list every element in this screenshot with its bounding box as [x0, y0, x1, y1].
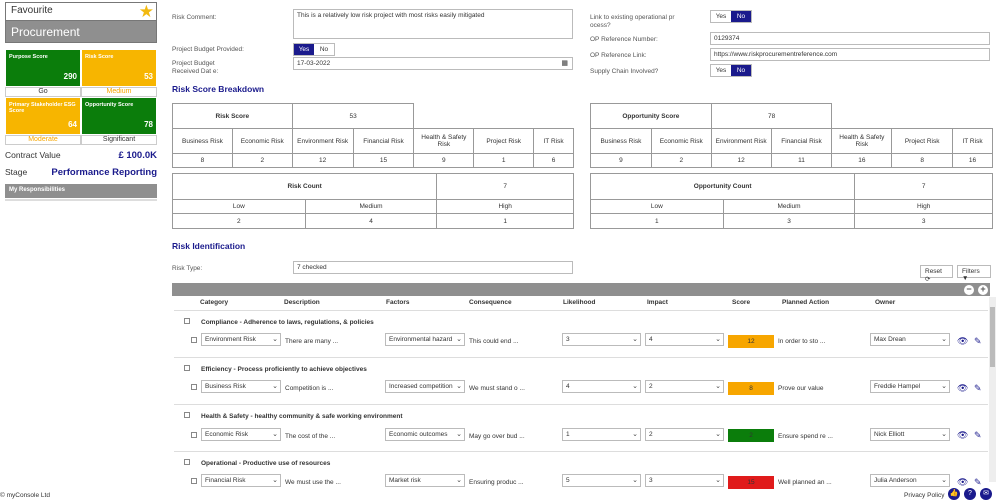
yes-option[interactable]: Yes [715, 67, 727, 74]
edit-icon[interactable]: ✎ [974, 336, 982, 346]
calendar-icon[interactable]: ▦ [561, 60, 568, 67]
risk-value: 9 [414, 154, 474, 168]
tile-label: Medium [81, 87, 157, 97]
level-value: 3 [723, 214, 855, 229]
col-consequence[interactable]: Consequence [469, 299, 512, 306]
opportunity-score-table [590, 103, 993, 168]
thumbs-up-icon[interactable]: 👍 [948, 488, 960, 500]
tile-title: Risk Score [85, 54, 114, 60]
description-text: Competition is ... [285, 385, 334, 392]
edit-icon[interactable]: ✎ [974, 383, 982, 393]
cat-header: Economic Risk [232, 129, 292, 154]
impact-select[interactable] [645, 333, 724, 346]
col-score[interactable]: Score [732, 299, 751, 306]
select-value: 4 [649, 336, 653, 343]
reset-label: Reset [925, 268, 942, 275]
select-value: Environment Risk [205, 336, 256, 343]
score-badge: 12 [728, 335, 774, 348]
view-icon[interactable]: 👁 [957, 336, 969, 346]
cat-header: Environment Risk [711, 129, 771, 154]
impact-select[interactable] [645, 474, 724, 487]
edit-icon[interactable]: ✎ [974, 430, 982, 440]
chevron-down-icon: ⌄ [456, 431, 462, 438]
risk-type-select[interactable]: 7 checked [293, 261, 573, 274]
select-value: Max Drean [874, 336, 906, 343]
divider [5, 199, 157, 201]
select-value: 5 [566, 477, 570, 484]
select-value: Increased competition [389, 383, 453, 390]
esg-score-tile[interactable] [5, 97, 81, 145]
risk-score-label: Risk Score [173, 104, 293, 129]
opp-score-label: Opportunity Score [591, 104, 712, 129]
level-header: Low [591, 200, 724, 214]
supply-chain-toggle[interactable] [710, 64, 752, 77]
opp-count-label: Opportunity Count [591, 174, 855, 200]
select-value: Business Risk [205, 383, 246, 390]
category-heading: Operational - Productive use of resources [201, 460, 331, 467]
score-badge: 2 [728, 429, 774, 442]
category-heading: Efficiency - Process proficiently to achieve objectives [201, 366, 367, 373]
chevron-down-icon: ⌄ [456, 383, 462, 390]
opp-value: 11 [771, 154, 832, 168]
chevron-down-icon: ⌄ [715, 431, 721, 438]
copyright: © myConsole Ltd [0, 492, 50, 499]
op-ref-number-label: OP Reference Number: [590, 36, 658, 43]
cat-header: Health & Safety Risk [414, 129, 474, 154]
factor-select[interactable] [385, 380, 465, 393]
opp-value: 8 [892, 154, 953, 168]
view-icon[interactable]: 👁 [957, 383, 969, 393]
planned-action-text: Ensure spend re ... [778, 433, 833, 440]
risk-comment-input[interactable]: This is a relatively low risk project with most risks easily mitigated [293, 9, 573, 39]
risk-value: 15 [353, 154, 414, 168]
divider [174, 404, 988, 405]
category-select[interactable] [201, 333, 281, 346]
yes-option[interactable]: Yes [715, 13, 727, 20]
tile-value: 64 [68, 120, 77, 129]
divider [174, 310, 988, 311]
chevron-down-icon: ⌄ [632, 383, 638, 390]
chevron-down-icon: ⌄ [632, 336, 638, 343]
reset-button[interactable] [920, 265, 953, 283]
collapse-icon[interactable]: − [964, 285, 974, 295]
cat-header: Environment Risk [292, 129, 353, 154]
budget-received-label: Project Budget Received Dat e: [172, 60, 219, 75]
select-value: 2 [649, 383, 653, 390]
risk-value: 1 [474, 154, 534, 168]
breakdown-title: Risk Score Breakdown [172, 84, 265, 94]
view-icon[interactable]: 👁 [957, 430, 969, 440]
col-factors[interactable]: Factors [386, 299, 410, 306]
tile-title: Opportunity Score [85, 102, 134, 108]
score-badge: 15 [728, 476, 774, 489]
select-value: Economic outcomes [389, 431, 448, 438]
op-ref-number-input[interactable]: 0129374 [710, 32, 990, 45]
select-value: Julia Anderson [874, 477, 917, 484]
likelihood-select[interactable] [562, 428, 641, 441]
risk-comment-label: Risk Comment: [172, 14, 217, 21]
chevron-down-icon: ⌄ [456, 477, 462, 484]
link-toggle[interactable] [710, 10, 752, 23]
group-checkbox[interactable] [184, 318, 190, 324]
risk-count-table [172, 173, 574, 229]
impact-select[interactable] [645, 380, 724, 393]
opp-value: 9 [591, 154, 652, 168]
filters-button[interactable] [957, 265, 991, 282]
category-select[interactable] [201, 474, 281, 487]
level-header: High [855, 200, 993, 214]
consequence-text: We must stand o ... [469, 385, 525, 392]
opp-value: 16 [953, 154, 993, 168]
select-value: Environmental hazard [389, 336, 453, 343]
select-value: 3 [566, 336, 570, 343]
select-value: Market risk [389, 477, 421, 484]
score-badge: 8 [728, 382, 774, 395]
level-value: 4 [305, 214, 437, 229]
chevron-down-icon: ⌄ [272, 336, 278, 343]
row-checkbox[interactable] [191, 384, 197, 390]
likelihood-select[interactable] [562, 380, 641, 393]
consequence-text: Ensuring produc ... [469, 479, 524, 486]
star-icon[interactable]: ★ [138, 2, 154, 21]
contract-value: £ 100.0K [118, 149, 157, 161]
cat-header: Financial Risk [771, 129, 832, 154]
level-header: Low [173, 200, 306, 214]
risk-score-table [172, 103, 574, 168]
col-impact[interactable]: Impact [647, 299, 668, 306]
select-value: 2 [649, 431, 653, 438]
consequence-text: This could end ... [469, 338, 519, 345]
tile-title: Primary Stakeholder ESG Score [9, 102, 76, 114]
col-planned-action[interactable]: Planned Action [782, 299, 830, 306]
cat-header: Business Risk [173, 129, 233, 154]
category-select[interactable] [201, 380, 281, 393]
risk-score-tile[interactable] [81, 49, 157, 97]
op-ref-link-label: OP Reference Link: [590, 52, 647, 59]
select-value: 1 [566, 431, 570, 438]
select-value: Economic Risk [205, 431, 248, 438]
supply-chain-label: Supply Chain Involved? [590, 68, 659, 75]
group-checkbox[interactable] [184, 459, 190, 465]
chevron-down-icon: ⌄ [715, 383, 721, 390]
yes-option[interactable]: Yes [294, 44, 314, 55]
identification-title: Risk Identification [172, 241, 246, 251]
opportunity-count-table [590, 173, 993, 229]
col-owner[interactable]: Owner [875, 299, 896, 306]
tile-value: 78 [144, 120, 153, 129]
cat-header: Financial Risk [353, 129, 414, 154]
filters-label: Filters [962, 268, 980, 275]
planned-action-text: Well planned an ... [778, 479, 832, 486]
no-option[interactable]: No [731, 65, 751, 76]
chevron-down-icon: ⌄ [456, 336, 462, 343]
select-value: Financial Risk [205, 477, 246, 484]
divider [174, 451, 988, 452]
tile-value: 290 [63, 72, 77, 81]
chevron-down-icon: ⌄ [272, 383, 278, 390]
budget-provided-label: Project Budget Provided: [172, 46, 244, 53]
link-label: Link to existing operational pr ocess? [590, 14, 675, 29]
description-text: We must use the ... [285, 479, 341, 486]
group-checkbox[interactable] [184, 365, 190, 371]
col-category[interactable]: Category [200, 299, 229, 306]
opp-value: 12 [711, 154, 771, 168]
tile-value: 53 [144, 72, 153, 81]
stage-label: Stage [5, 167, 28, 177]
col-likelihood[interactable]: Likelihood [563, 299, 596, 306]
risk-value: 8 [173, 154, 233, 168]
owner-select[interactable] [870, 380, 950, 393]
opp-value: 16 [832, 154, 892, 168]
chevron-down-icon: ⌄ [715, 477, 721, 484]
chevron-down-icon: ⌄ [632, 477, 638, 484]
planned-action-text: Prove our value [778, 385, 824, 392]
select-value: Freddie Hampel [874, 383, 921, 390]
favourite-label: Favourite [11, 5, 53, 16]
cat-header: Business Risk [591, 129, 652, 154]
level-header: Medium [305, 200, 437, 214]
owner-select[interactable] [870, 333, 950, 346]
likelihood-select[interactable] [562, 333, 641, 346]
filter-icon: ▼ [962, 275, 969, 282]
scrollbar-thumb[interactable] [990, 307, 995, 367]
level-value: 3 [855, 214, 993, 229]
stage-value: Performance Reporting [51, 166, 157, 178]
chevron-down-icon: ⌄ [941, 431, 947, 438]
favourite-box [5, 2, 157, 21]
row-checkbox[interactable] [191, 432, 197, 438]
select-value: Nick Elliott [874, 431, 905, 438]
no-option[interactable]: No [319, 46, 329, 53]
cat-header: Project Risk [474, 129, 534, 154]
tile-label: Significant [81, 135, 157, 145]
opp-score-value: 78 [711, 104, 832, 129]
opp-count-value: 7 [855, 174, 993, 200]
chevron-down-icon: ⌄ [272, 431, 278, 438]
cat-header: Health & Safety Risk [832, 129, 892, 154]
table-scrollbar[interactable] [989, 297, 996, 482]
level-header: Medium [723, 200, 855, 214]
row-checkbox[interactable] [191, 337, 197, 343]
owner-select[interactable] [870, 474, 950, 487]
likelihood-select[interactable] [562, 474, 641, 487]
risk-count-value: 7 [437, 174, 574, 200]
score-tiles [5, 49, 157, 145]
tile-label: Moderate [5, 135, 81, 145]
row-checkbox[interactable] [191, 478, 197, 484]
cat-header: Economic Risk [651, 129, 711, 154]
stage-header: Procurement [5, 21, 157, 43]
cat-header: Project Risk [892, 129, 953, 154]
risk-value: 12 [292, 154, 353, 168]
level-value: 1 [591, 214, 724, 229]
no-option[interactable]: No [731, 11, 751, 22]
view-icon[interactable]: 👁 [957, 477, 969, 487]
category-heading: Health & Safety - healthy community & safe working environment [201, 413, 403, 420]
description-text: There are many ... [285, 338, 339, 345]
mail-icon[interactable]: ✉ [980, 488, 992, 500]
consequence-text: May go over bud ... [469, 433, 525, 440]
description-text: The cost of the ... [285, 433, 336, 440]
chevron-down-icon: ⌄ [941, 336, 947, 343]
factor-select[interactable] [385, 428, 465, 441]
impact-select[interactable] [645, 428, 724, 441]
cat-header: IT Risk [534, 129, 574, 154]
table-toolbar [172, 283, 990, 296]
purpose-score-tile[interactable] [5, 49, 81, 97]
help-icon[interactable]: ? [964, 488, 976, 500]
chevron-down-icon: ⌄ [941, 477, 947, 484]
col-description[interactable]: Description [284, 299, 320, 306]
chevron-down-icon: ⌄ [941, 383, 947, 390]
contract-label: Contract Value [5, 150, 61, 160]
tile-title: Purpose Score [9, 54, 48, 60]
sidebar [5, 2, 157, 201]
chevron-down-icon: ⌄ [632, 431, 638, 438]
risk-value: 6 [534, 154, 574, 168]
risk-count-label: Risk Count [173, 174, 437, 200]
refresh-icon: ⟳ [925, 276, 931, 283]
stage-row [5, 165, 157, 179]
my-responsibilities[interactable]: My Responsibilities [5, 184, 157, 198]
date-value: 17-03-2022 [297, 60, 331, 67]
cat-header: IT Risk [953, 129, 993, 154]
contract-value-row [5, 148, 157, 162]
risk-type-label: Risk Type: [172, 265, 203, 272]
risk-score-value: 53 [292, 104, 414, 129]
factor-select[interactable] [385, 333, 465, 346]
chevron-down-icon: ⌄ [715, 336, 721, 343]
factor-select[interactable] [385, 474, 465, 487]
category-heading: Compliance - Adherence to laws, regulations, & policies [201, 319, 374, 326]
level-header: High [437, 200, 574, 214]
level-value: 2 [173, 214, 306, 229]
level-value: 1 [437, 214, 574, 229]
owner-select[interactable] [870, 428, 950, 441]
chevron-down-icon: ⌄ [272, 477, 278, 484]
planned-action-text: In order to sto ... [778, 338, 826, 345]
budget-provided-toggle[interactable] [293, 43, 335, 56]
edit-icon[interactable]: ✎ [974, 477, 982, 487]
budget-received-date[interactable] [293, 57, 573, 70]
divider [174, 357, 988, 358]
risk-value: 2 [232, 154, 292, 168]
expand-icon[interactable]: + [978, 285, 988, 295]
select-value: 4 [566, 383, 570, 390]
tile-label: Go [5, 87, 81, 97]
op-ref-link-input[interactable]: https://www.riskprocurementreference.com [710, 48, 990, 61]
opp-value: 2 [651, 154, 711, 168]
group-checkbox[interactable] [184, 412, 190, 418]
privacy-policy-link[interactable]: Privacy Policy [904, 492, 945, 499]
category-select[interactable] [201, 428, 281, 441]
select-value: 3 [649, 477, 653, 484]
opportunity-score-tile[interactable] [81, 97, 157, 145]
